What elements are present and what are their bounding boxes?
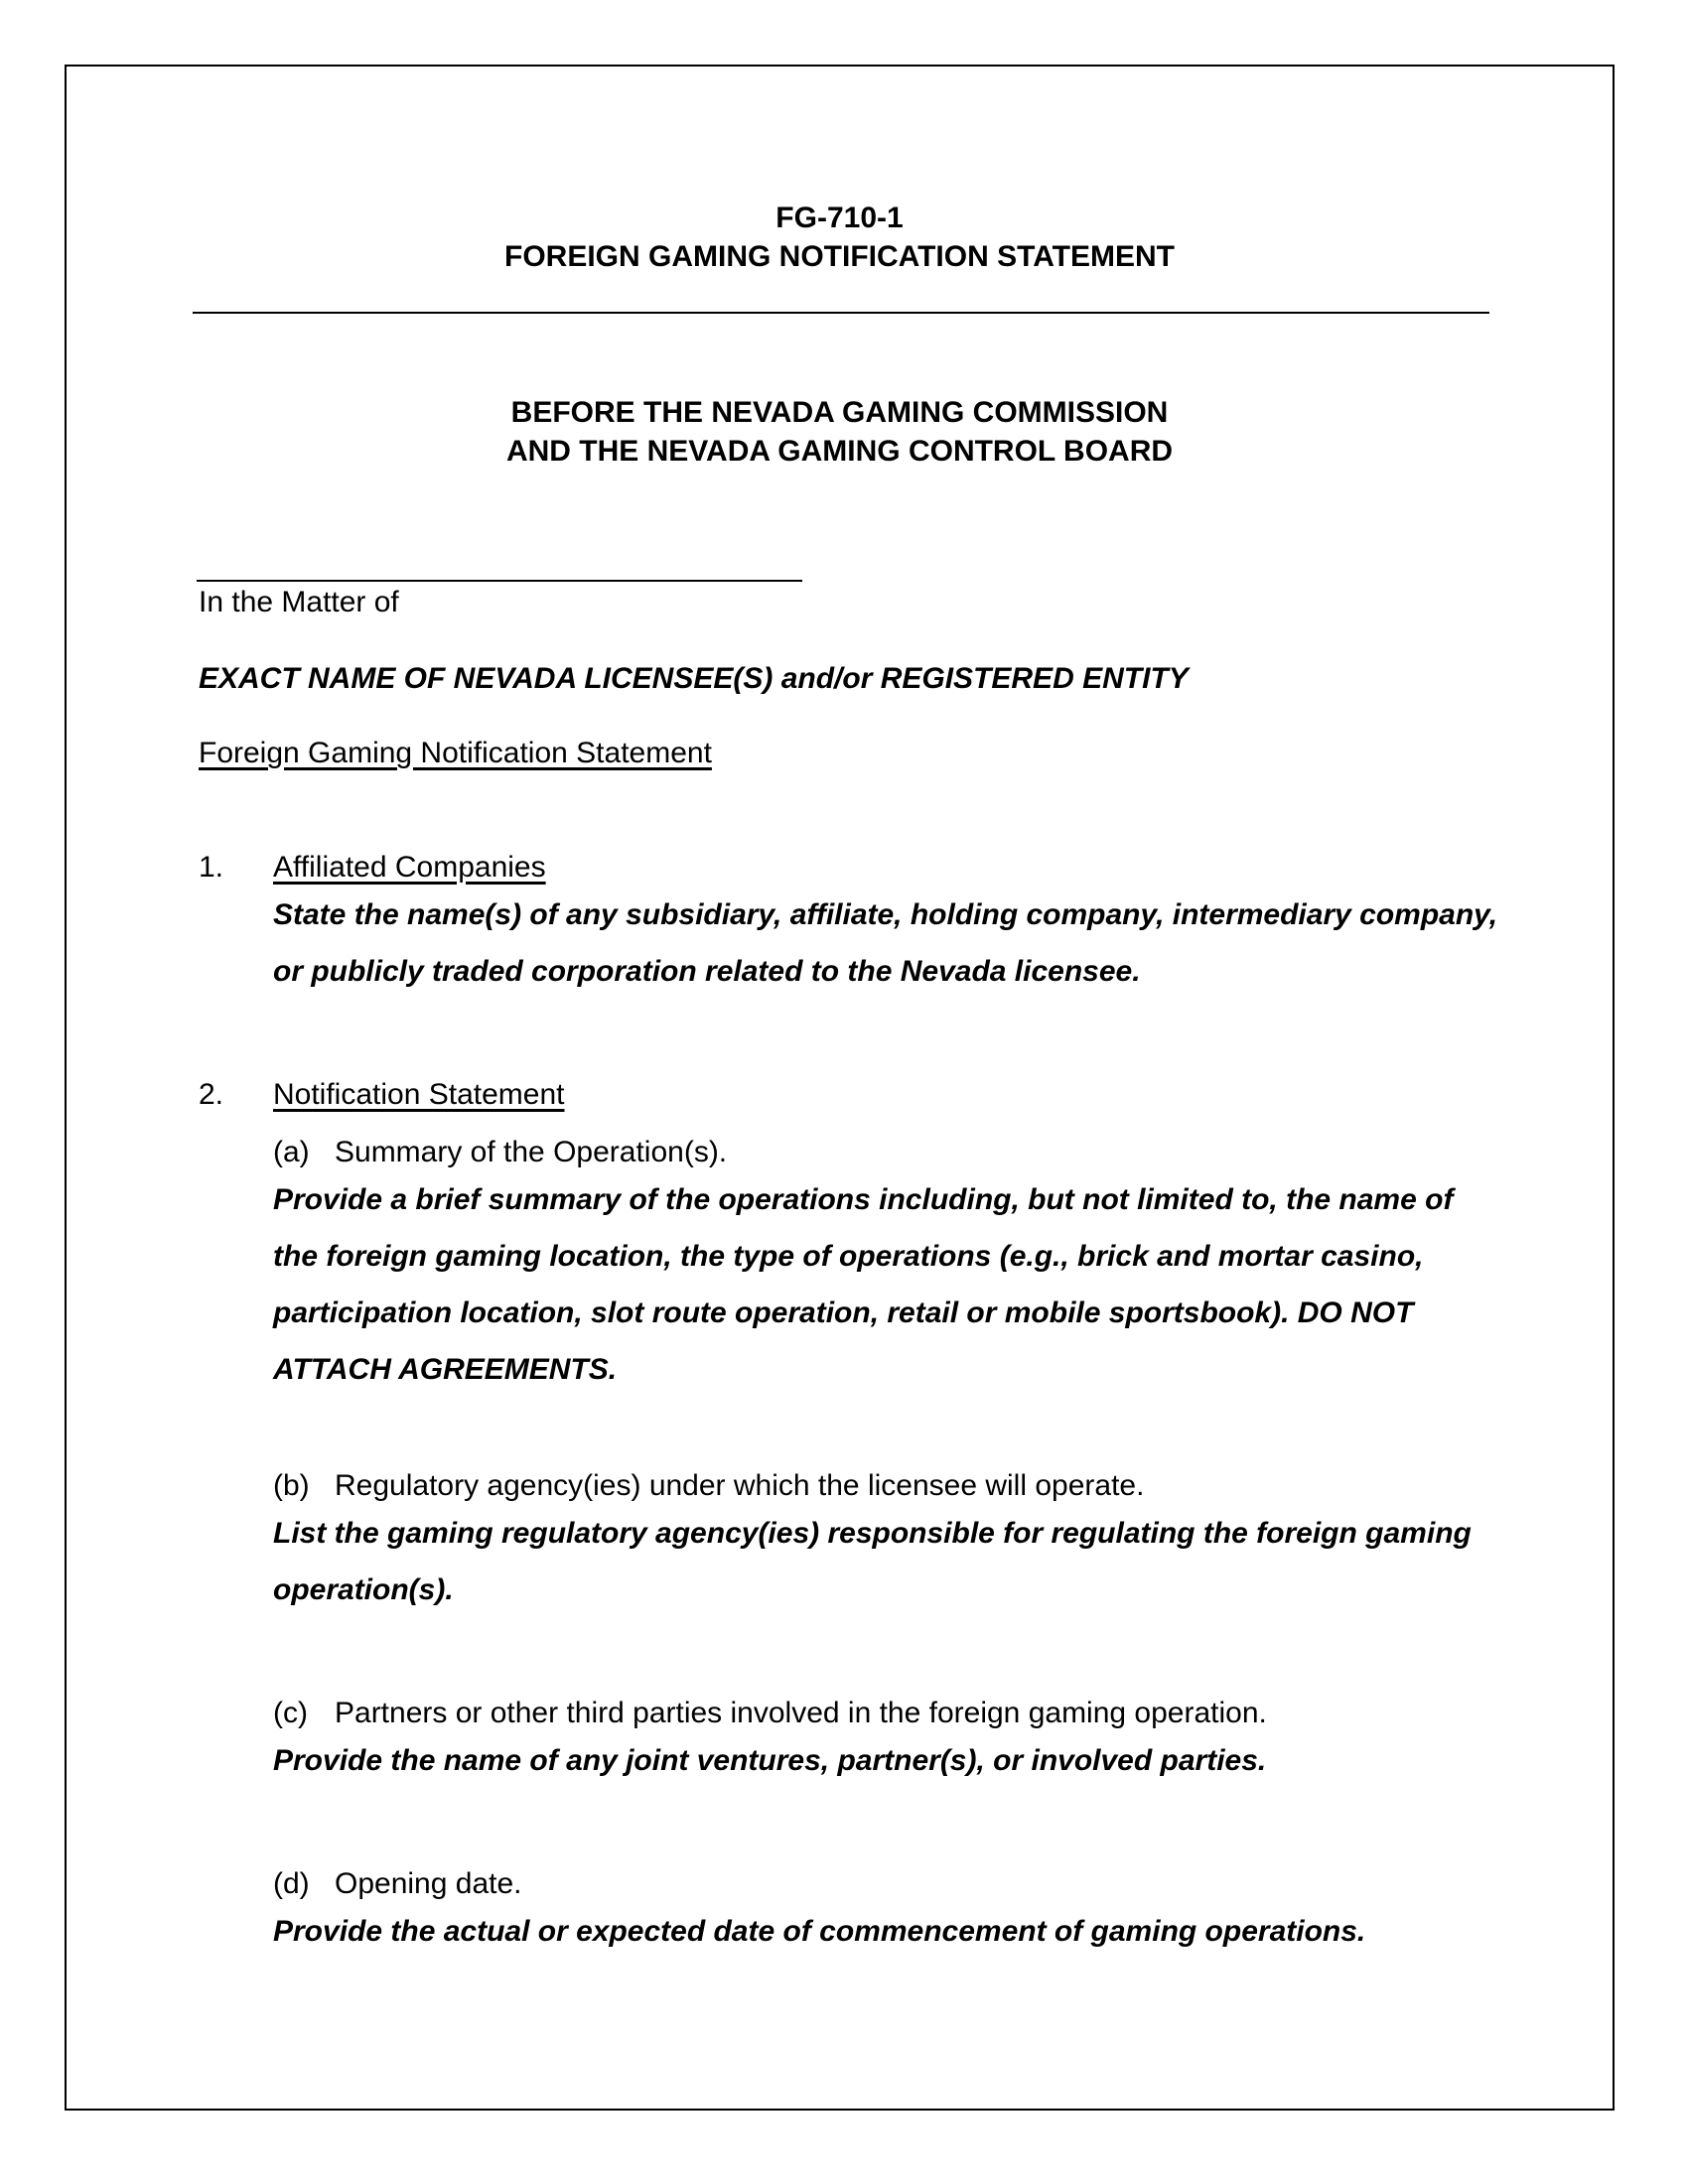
subsection-b-text: Regulatory agency(ies) under which the licensee will operate. [335, 1469, 1145, 1502]
section-2 [273, 1076, 1504, 1398]
statement-title: Foreign Gaming Notification Statement [199, 737, 712, 769]
subsection-c-tag: (c) [273, 1697, 308, 1729]
subsection-a-text: Summary of the Operation(s). [335, 1136, 728, 1168]
subsection-b-label [273, 1467, 1504, 1505]
subsection-c-text: Partners or other third parties involved in the foreign gaming operation. [335, 1697, 1267, 1729]
subsection-d-instruction: Provide the actual or expected date of commencement of gaming operations. [273, 1915, 1366, 1948]
in-the-matter-of: In the Matter of [199, 586, 399, 618]
subsection-c-label [273, 1695, 1504, 1732]
subsection-d-tag: (d) [273, 1867, 310, 1900]
subsection-d [273, 1865, 1504, 1960]
subsection-b-tag: (b) [273, 1469, 310, 1502]
matter-signature-line [197, 580, 802, 582]
section-2-number: 2. [199, 1078, 224, 1111]
section-1-title: Affiliated Companies [273, 851, 546, 884]
subsection-a-instruction: Provide a brief summary of the operations including, but not limited to, the name of the foreign gaming location, the type of operations (e.g., brick and mortar casino, participation location, slot route operation, retail or mobile sportsbook). DO NOT ATTACH AGREEMENTS. [273, 1183, 1454, 1386]
subsection-b-instruction: List the gaming regulatory agency(ies) responsible for regulating the foreign gaming operation(s). [273, 1517, 1472, 1606]
section-1-number: 1. [199, 851, 224, 884]
subsection-c-instruction: Provide the name of any joint ventures, partner(s), or involved parties. [273, 1744, 1267, 1777]
subsection-b [273, 1467, 1504, 1618]
section-1-instruction: State the name(s) of any subsidiary, affiliate, holding company, intermediary company, or publicly traded corporation related to the Nevada licensee. [273, 898, 1498, 988]
section-2-title: Notification Statement [273, 1078, 565, 1111]
form-title: FOREIGN GAMING NOTIFICATION STATEMENT [504, 240, 1175, 273]
subsection-a-label [273, 1134, 1504, 1171]
subsection-d-text: Opening date. [335, 1867, 522, 1900]
commission-line: BEFORE THE NEVADA GAMING COMMISSION [510, 396, 1169, 429]
subsection-c [273, 1695, 1504, 1789]
subsection-a-tag: (a) [273, 1136, 310, 1168]
board-line: AND THE NEVADA GAMING CONTROL BOARD [505, 435, 1174, 468]
entity-name-placeholder: EXACT NAME OF NEVADA LICENSEE(S) and/or REGISTERED ENTITY [199, 662, 1189, 695]
section-1 [273, 849, 1504, 1000]
form-number: FG-710-1 [775, 202, 904, 234]
subsection-d-label [273, 1865, 1504, 1903]
header-divider [193, 312, 1489, 314]
